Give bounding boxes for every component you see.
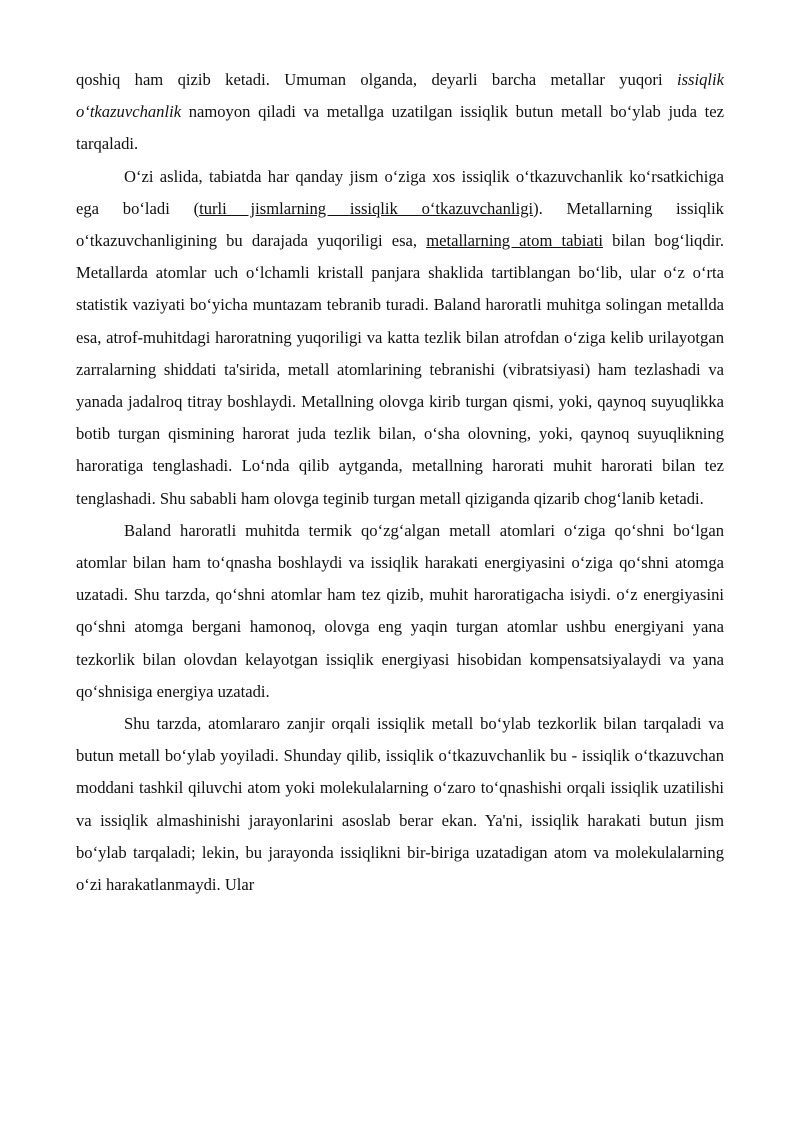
paragraph-2 [76, 161, 724, 515]
paragraph-4: Shu tarzda, atomlararo zanjir orqali issiqlik metall bo‘ylab tezkorlik bilan tarqaladi va butun metall bo‘ylab yoyiladi. Shunday qilib, issiqlik o‘tkazuvchanlik bu - issiqlik o‘tkazuvchan moddani tashkil qiluvchi atom yoki molekulalarning o‘zaro to‘qnashishi orqali issiqlik uzatilishi va issiqlik almashinishi jarayonlarini asoslab berar ekan. Ya'ni, issiqlik harakati butun jism bo‘ylab tarqaladi; lekin, bu jarayonda issiqlikni bir-biriga uzatadigan atom va molekulalarning o‘zi harakatlanmaydi. Ular [76, 714, 724, 895]
paragraph-1 [76, 64, 724, 161]
paragraph-3: Baland haroratli muhitda termik qo‘zg‘algan metall atomlari o‘ziga qo‘shni bo‘lgan atomlar bilan ham to‘qnasha boshlaydi va issiqlik harakati energiyasini o‘ziga qo‘shni atomga uzatadi. Shu tarzda, qo‘shni atomlar ham tez qizib, muhit haroratigacha isiydi. o‘z energiyasini qo‘shni atomga bergani hamonoq, olovga eng yaqin turgan atomlar ushbu energiyani yana tezkorlik bilan olovdan kelayotgan issiqlik energiyasi hisobidan kompensatsiyalaydi va yana qo‘shnisiga energiya uzatadi. [76, 520, 724, 701]
paragraph-2-text-a: O‘zi aslida, tabiatda har qanday jism o‘ziga xos issiqlik o‘tkazuvchanlik ko‘rsatkichiga ega bo‘ladi ( [76, 166, 724, 218]
paragraph-2-text-b: ). Metallarning issiqlik o‘tkazuvchanligining bu darajada yuqoriligi esa, [76, 198, 724, 251]
paragraph-2-text-c: bilan bog‘liqdir. Metallarda atomlar uch o‘lchamli kristall panjara shaklida tartiblangan bo‘lib, ular o‘z o‘rta statistik vaziyati bo‘yicha muntazam tebranib turadi. Baland haroratli muhitga solingan metallda esa, atrof-muhitdagi haroratning yuqoriligi va katta tezlik bilan atrofdan o‘ziga kelib urilayotgan zarralarning shiddati ta'sirida, metall atomlarining tebranishi (vibratsiyasi) ham tezlashadi va yanada jadalroq titray boshlaydi. Metallning olovga kirib turgan qismi, yoki, qaynoq suyuqlikka botib turgan qismining harorat juda tezlik bilan, o‘sha olovning, yoki, qaynoq suyuqlikning haroratiga tenglashadi. Lo‘nda qilib aytganda, metallning harorati muhit harorati bilan tez tenglashadi. Shu sababli ham olovga teginib turgan metall qiziganda qizarib chog‘lanib ketadi. [76, 231, 724, 508]
link-atomic-nature-of-metals[interactable]: metallarning atom tabiati [426, 231, 603, 251]
paragraph-1-text-b: namoyon qiladi va metallga uzatilgan issiqlik butun metall bo‘ylab juda tez tarqaladi. [76, 102, 724, 154]
document-page [76, 64, 724, 901]
paragraph-1-italic-term: issiqlik o‘tkazuvchanlik [76, 70, 724, 122]
link-thermal-conductivity-of-bodies[interactable]: turli jismlarning issiqlik o‘tkazuvchanligi [199, 198, 534, 218]
paragraph-1-text-a: qoshiq ham qizib ketadi. Umuman olganda, deyarli barcha metallar yuqori [76, 70, 677, 89]
